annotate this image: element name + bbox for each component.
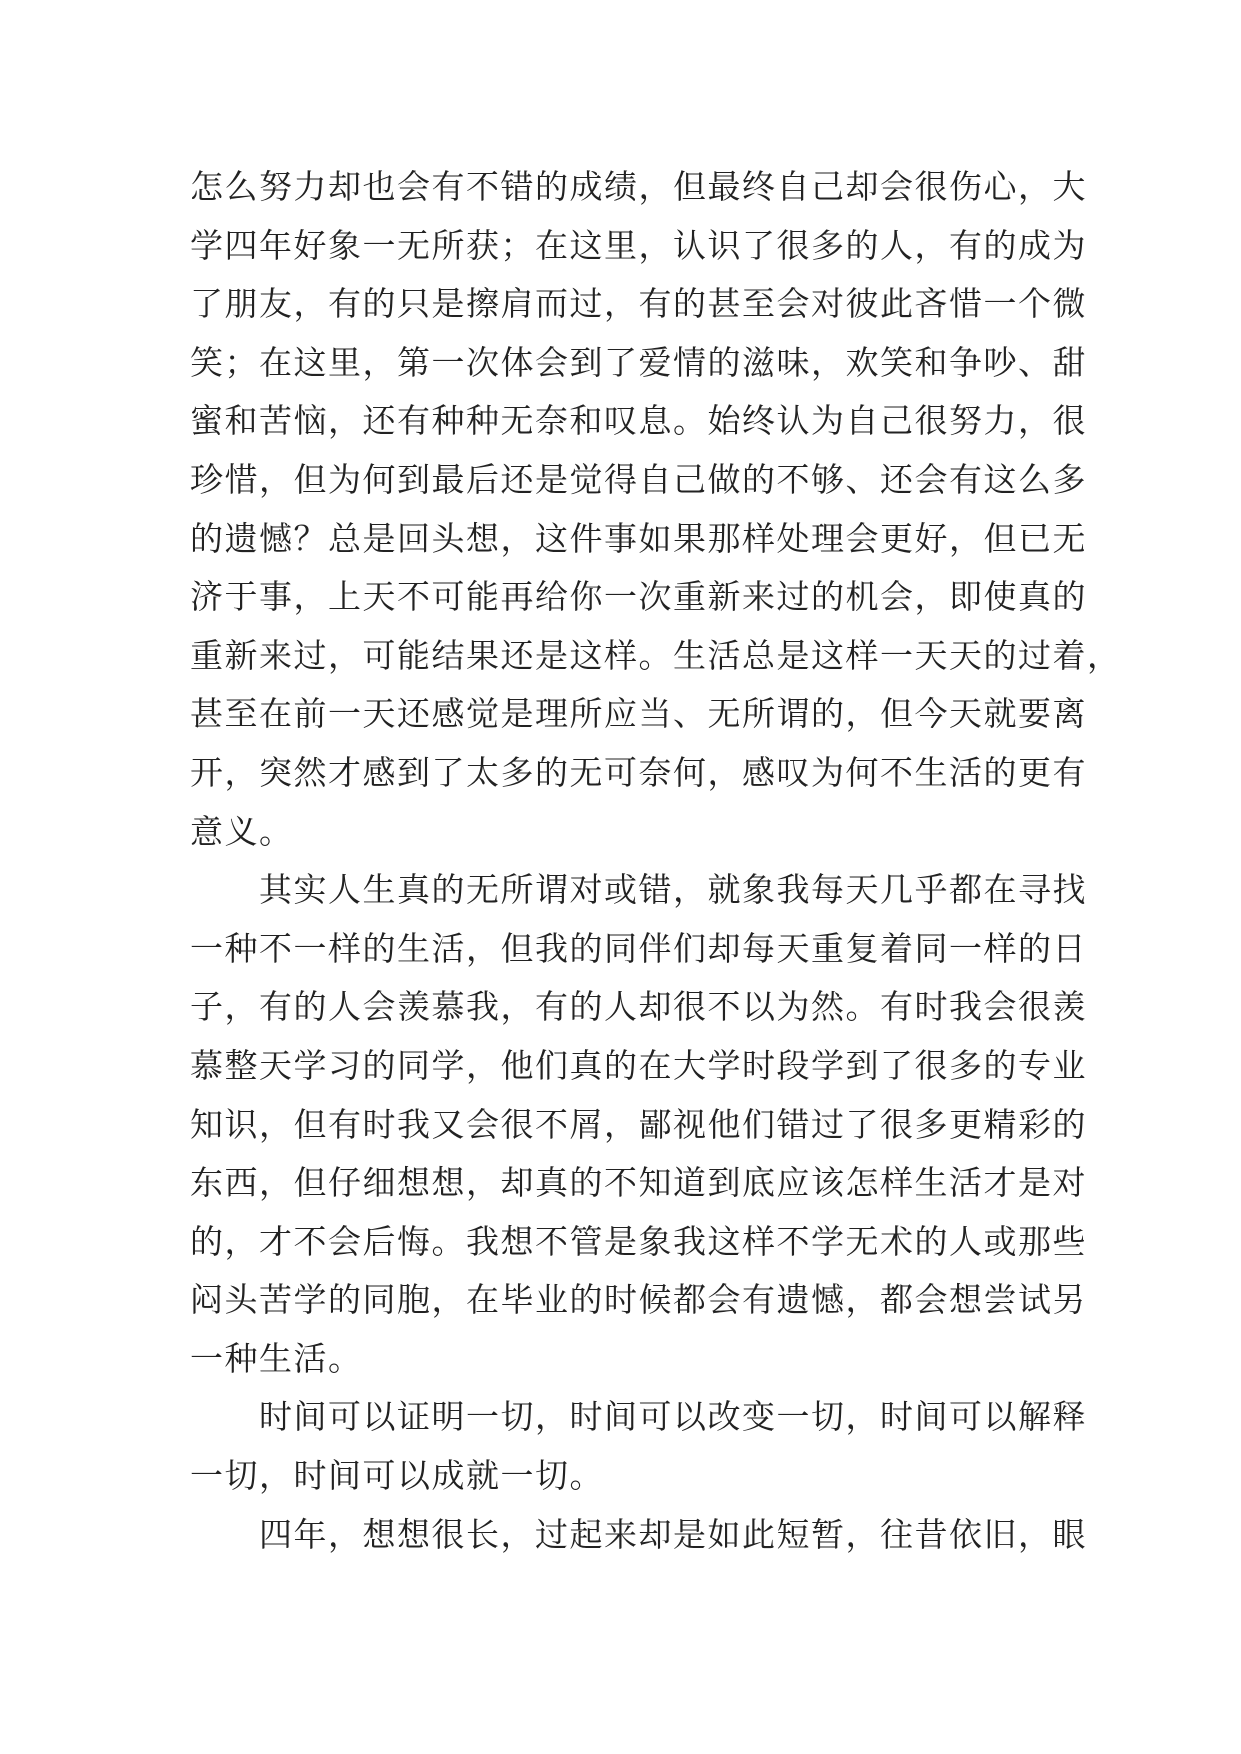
text-line: 珍惜，但为何到最后还是觉得自己做的不够、还会有这么多 bbox=[190, 459, 1087, 499]
text-line: 学四年好象一无所获；在这里，认识了很多的人，有的成为 bbox=[190, 225, 1087, 265]
text-line: 慕整天学习的同学，他们真的在大学时段学到了很多的专业 bbox=[190, 1045, 1087, 1085]
text-line: 开，突然才感到了太多的无可奈何，感叹为何不生活的更有 bbox=[190, 752, 1087, 792]
text-line: 知识，但有时我又会很不屑，鄙视他们错过了很多更精彩的 bbox=[190, 1104, 1087, 1144]
text-line: 其实人生真的无所谓对或错，就象我每天几乎都在寻找 bbox=[190, 870, 1087, 910]
text-line: 子，有的人会羡慕我，有的人却很不以为然。有时我会很羡 bbox=[190, 987, 1087, 1027]
text-line: 的遗憾？总是回头想，这件事如果那样处理会更好，但已无 bbox=[190, 518, 1087, 558]
body-text bbox=[190, 158, 1122, 1564]
text-line: 四年，想想很长，过起来却是如此短暂，往昔依旧，眼 bbox=[190, 1514, 1087, 1554]
text-line: 意义。 bbox=[190, 811, 294, 851]
text-line: 闷头苦学的同胞，在毕业的时候都会有遗憾，都会想尝试另 bbox=[190, 1280, 1087, 1320]
text-line: 时间可以证明一切，时间可以改变一切，时间可以解释 bbox=[190, 1397, 1087, 1437]
text-line: 蜜和苦恼，还有种种无奈和叹息。始终认为自己很努力，很 bbox=[190, 401, 1087, 441]
text-line: 的，才不会后悔。我想不管是象我这样不学无术的人或那些 bbox=[190, 1221, 1087, 1261]
text-line: 甚至在前一天还感觉是理所应当、无所谓的，但今天就要离 bbox=[190, 694, 1087, 734]
text-line: 了朋友，有的只是擦肩而过，有的甚至会对彼此吝惜一个微 bbox=[190, 284, 1087, 324]
text-line: 一种不一样的生活，但我的同伴们却每天重复着同一样的日 bbox=[190, 928, 1087, 968]
text-line: 笑；在这里，第一次体会到了爱情的滋味，欢笑和争吵、甜 bbox=[190, 342, 1087, 382]
text-line: 怎么努力却也会有不错的成绩，但最终自己却会很伤心，大 bbox=[190, 167, 1087, 206]
text-line: 东西，但仔细想想，却真的不知道到底应该怎样生活才是对 bbox=[190, 1163, 1087, 1203]
text-line: 一种生活。 bbox=[190, 1338, 363, 1378]
text-line: 重新来过，可能结果还是这样。生活总是这样一天天的过着， bbox=[190, 635, 1122, 675]
text-line: 济于事，上天不可能再给你一次重新来过的机会，即使真的 bbox=[190, 577, 1087, 617]
text-line: 一切，时间可以成就一切。 bbox=[190, 1456, 604, 1496]
